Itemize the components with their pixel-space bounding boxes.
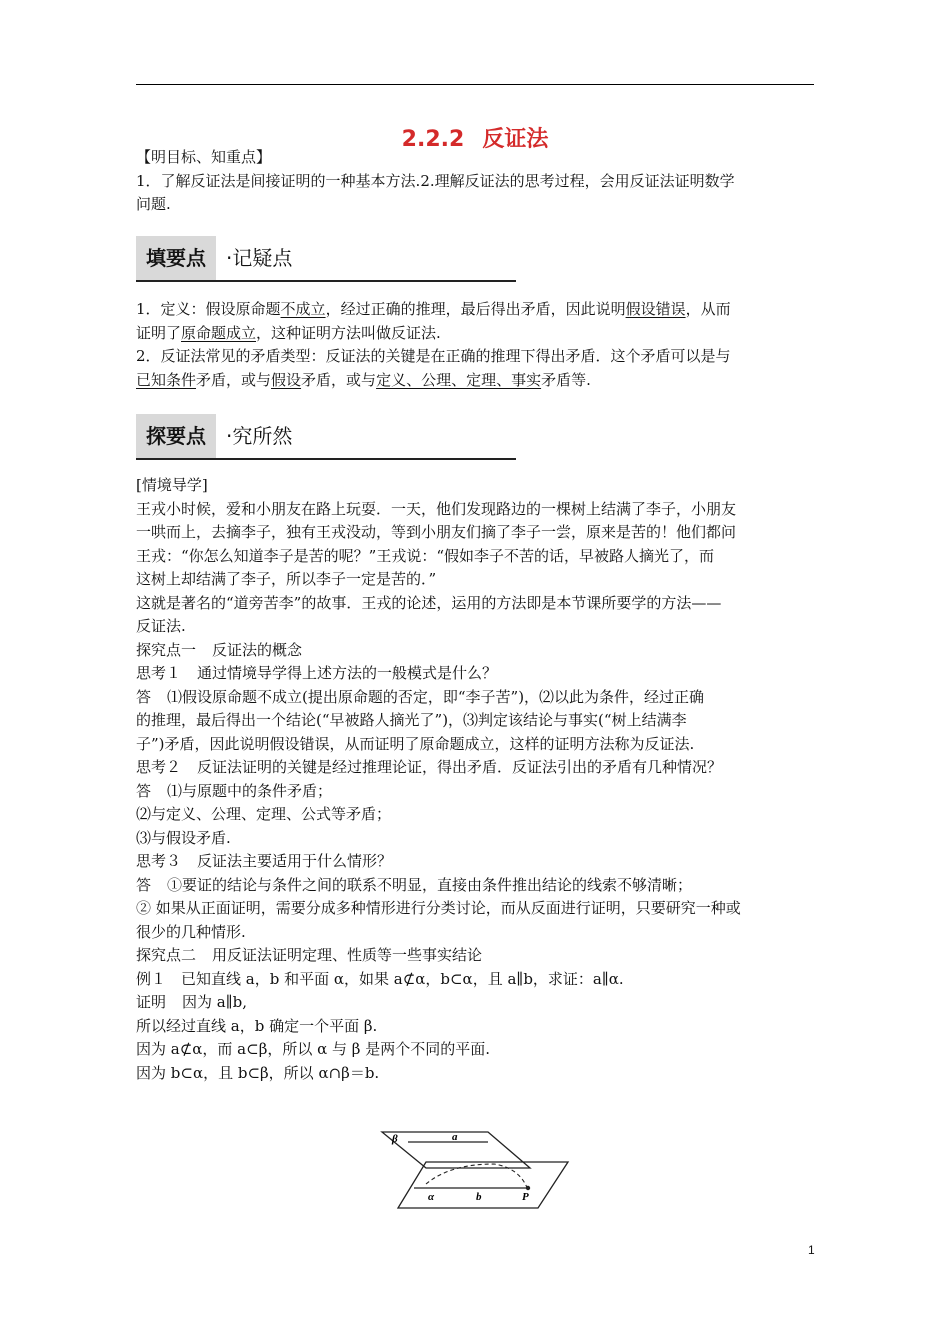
answer-2-line-2: ⑵与定义、公理、定理、公式等矛盾；: [136, 805, 392, 823]
label-b: b: [476, 1191, 482, 1203]
goals-block: [136, 146, 816, 217]
goals-line-2: 问题.: [136, 195, 171, 213]
proof-line-3: 因为 a⊄α，而 a⊂β，所以 α 与 β 是两个不同的平面.: [136, 1040, 491, 1058]
story-line-5: 这就是著名的“道旁苦李”的故事．王戎的论述，运用的方法即是本节课所要学的方法——: [136, 593, 722, 612]
story-line-6: 反证法.: [136, 617, 186, 635]
contradiction-line-1: 2．反证法常见的矛盾类型：反证法的关键是在正确的推理下得出矛盾．这个矛盾可以是与: [136, 347, 731, 365]
point-P: [526, 1186, 530, 1190]
answer-2-line-1: 答 ⑴与原题中的条件矛盾；: [136, 781, 333, 800]
answer-3-line-3: 很少的几种情形.: [136, 922, 246, 941]
top-rule: [136, 84, 814, 85]
title-number: 2.2.2: [401, 127, 465, 152]
definition-line-2: 证明了原命题成立，这种证明方法叫做反证法.: [136, 323, 441, 342]
explore-point-2: 探究点二 用反证法证明定理、性质等一些事实结论: [136, 946, 483, 964]
proof-line-4: 因为 b⊂α，且 b⊂β，所以 α∩β＝b.: [136, 1063, 380, 1082]
intro-header: [情境导学]: [136, 476, 208, 494]
section-fill-label: ·记疑点: [226, 246, 293, 270]
answer-1-line-2: 的推理，最后得出一个结论(“早被路人摘光了”)，⑶判定该结论与事实(“树上结满李: [136, 711, 687, 729]
contradiction-line-2: 已知条件矛盾，或与假设矛盾，或与定义、公理、定理、事实矛盾等.: [136, 370, 591, 389]
label-alpha: α: [428, 1191, 435, 1203]
label-P: P: [522, 1191, 529, 1203]
plane-alpha: [398, 1162, 568, 1208]
think-2: 思考２ 反证法证明的关键是经过推理论证，得出矛盾．反证法引出的矛盾有几种情况？: [136, 758, 723, 776]
answer-1-line-1: 答 ⑴假设原命题不成立(提出原命题的否定，即“李子苦”)，⑵以此为条件，经过正确: [136, 687, 705, 706]
answer-2-line-3: ⑶与假设矛盾.: [136, 828, 231, 847]
answer-3-line-2: ② 如果从正面证明，需要分成多种情形进行分类讨论，而从反面进行证明，只要研究一种或: [136, 899, 741, 917]
label-a: a: [452, 1131, 458, 1143]
section-fill-header: [136, 236, 516, 282]
label-beta: β: [392, 1133, 398, 1145]
proof-line-1: 证明 因为 a∥b,: [136, 993, 248, 1011]
fill-block: [136, 298, 816, 392]
definition-line-1: 1．定义：假设原命题不成立，经过正确的推理，最后得出矛盾，因此说明假设错误，从而: [136, 300, 731, 318]
section-explore-label: ·究所然: [226, 424, 293, 448]
answer-1-line-3: 子”)矛盾，因此说明假设错误，从而证明了原命题成立，这样的证明方法称为反证法.: [136, 734, 695, 753]
section-explore-box: 探要点: [136, 414, 216, 458]
example-1: 例１ 已知直线 a，b 和平面 α，如果 a⊄α，b⊂α，且 a∥b，求证：a∥α.: [136, 969, 624, 988]
proof-line-2: 所以经过直线 a，b 确定一个平面 β.: [136, 1016, 378, 1035]
think-1: 思考１ 通过情境导学得上述方法的一般模式是什么？: [136, 664, 498, 682]
goals-header: 【明目标、知重点】: [136, 148, 272, 166]
explore-point-1: 探究点一 反证法的概念: [136, 640, 303, 659]
story-line-2: 一哄而上，去摘李子，独有王戎没动，等到小朋友们摘了李子一尝，原来是苦的！他们都问: [136, 523, 737, 541]
section-explore-header: [136, 414, 516, 460]
section-fill-box: 填要点: [136, 236, 216, 280]
story-line-1: 王戎小时候，爱和小朋友在路上玩耍．一天，他们发现路边的一棵树上结满了李子，小朋友: [136, 499, 737, 518]
answer-3-line-1: 答 ①要证的结论与条件之间的联系不明显，直接由条件推出结论的线索不够清晰；: [136, 875, 693, 894]
page-number: 1: [808, 1243, 815, 1257]
goals-line-1: 1．了解反证法是间接证明的一种基本方法.2.理解反证法的思考过程，会用反证法证明数学: [136, 171, 735, 190]
planes-figure: [370, 1128, 580, 1214]
think-3: 思考３ 反证法主要适用于什么情形？: [136, 852, 393, 870]
explore-block: [136, 474, 816, 1085]
story-line-4: 这树上却结满了李子，所以李子一定是苦的．”: [136, 570, 437, 588]
title-text: 反证法: [482, 127, 549, 152]
story-line-3: 王戎：“你怎么知道李子是苦的呢？”王戎说：“假如李子不苦的话，早被路人摘光了，而: [136, 546, 715, 565]
